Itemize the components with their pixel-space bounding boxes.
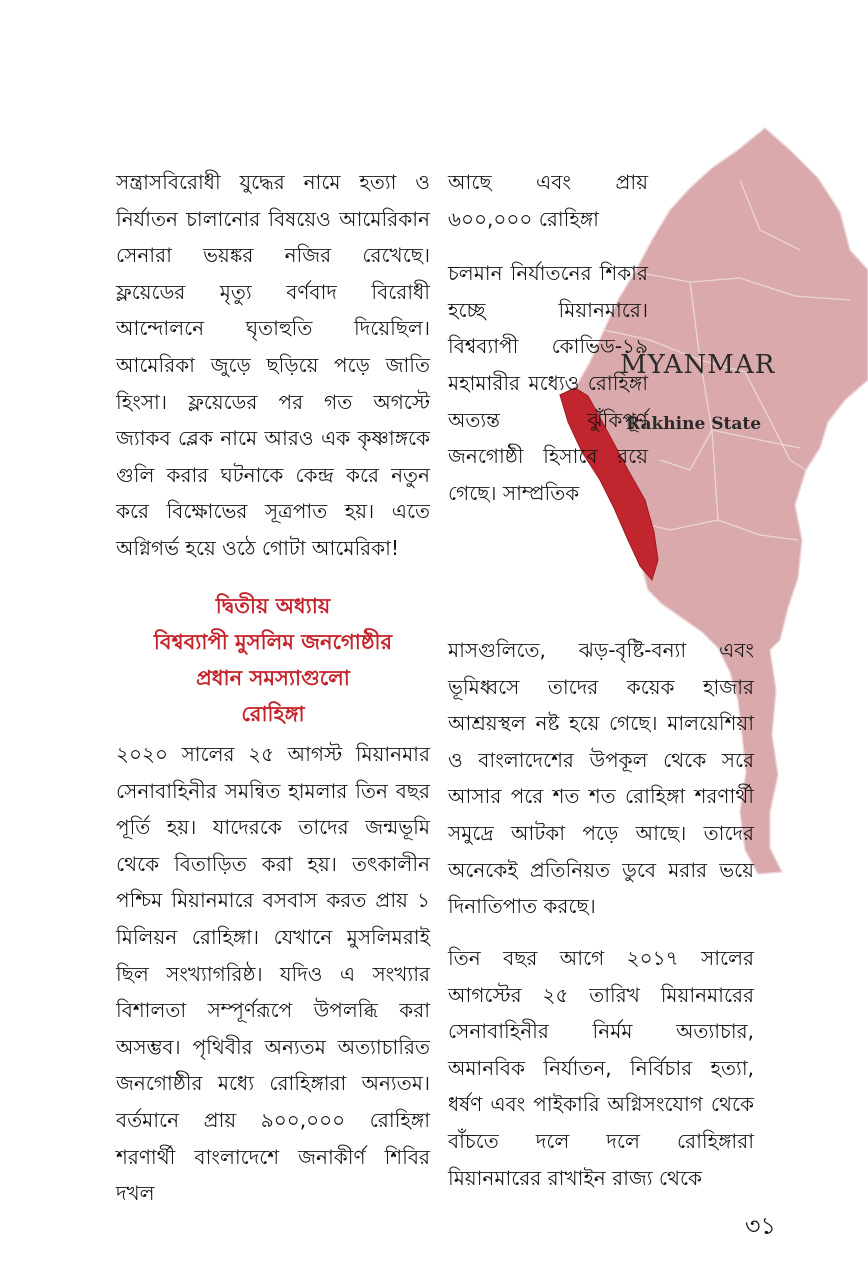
chapter-number: দ্বিতীয় অধ্যায় [215,594,331,618]
chapter-title: বিশ্বব্যাপী মুসলিম জনগোষ্ঠীর [153,630,393,654]
left-column [116,164,430,567]
right-column-top [448,164,648,511]
chapter-subtitle: প্রধান সমস্যাগুলো [196,666,350,690]
right-column-bottom [448,940,754,1196]
left-paragraph-1: সন্ত্রাসবিরোধী যুদ্ধের নামে হত্যা ও নির্যাতন চালানোর বিষয়েও আমেরিকান সেনারা ভয়ঙ্কর নজির রেখেছে। ফ্লয়েডের মৃত্যু বর্ণবাদ বিরোধী আন্দোলনে ঘৃতাহুতি দিয়েছিল। আমেরিকা জুড়ে ছড়িয়ে পড়ে জাতি হিংসা। ফ্লয়েডের পর গত অগস্টে জ্যাকব ব্লেক নামে আরও এক কৃষ্ণাঙ্গকে গুলি করার ঘটনাকে কেন্দ্র করে নতুন করে বিক্ষোভের সূত্রপাত হয়। এতে অগ্নিগর্ভ হয়ে ওঠে গোটা আমেরিকা! [116,170,430,560]
section-title: রোহিঙ্গা [241,702,305,726]
right-column-middle [448,632,754,925]
map-title: MYANMAR [620,350,776,380]
right-paragraph-1a: আছে এবং প্রায় ৬০০,০০০ রোহিঙ্গা [448,170,648,231]
right-paragraph-1b: চলমান নির্যাতনের শিকার হচ্ছে মিয়ানমারে। বিশ্বব্যাপী কোভিড-১৯ মহামারীর মধ্যেও রোহিঙ্গা অত্যন্ত ঝুঁকিপূর্ণ জনগোষ্ঠী হিসাবে রয়ে গেছে। সাম্প্রতিক [448,261,648,505]
right-paragraph-1c: মাসগুলিতে, ঝড়-বৃষ্টি-বন্যা এবং ভূমিধ্বসে তাদের কয়েক হাজার আশ্রয়স্থল নষ্ট হয়ে গেছে। মালয়েশিয়া ও বাংলাদেশের উপকূল থেকে সরে আসার পরে শত শত রোহিঙ্গা শরণার্থী সমুদ্রে আটকা পড়ে আছে। তাদের অনেকেই প্রতিনিয়ত ডুবে মরার ভয়ে দিনাতিপাত করছে। [448,638,754,919]
right-paragraph-2: তিন বছর আগে ২০১৭ সালের আগস্টের ২৫ তারিখ মিয়ানমারের সেনাবাহিনীর নির্মম অত্যাচার, অমানবিক নির্যাতন, নির্বিচার হত্যা, ধর্ষণ এবং পাইকারি অগ্নিসংযোগ থেকে বাঁচতে দলে দলে রোহিঙ্গারা মিয়ানমারের রাখাইন রাজ্য থেকে [448,946,754,1190]
left-paragraph-2: ২০২০ সালের ২৫ আগস্ট মিয়ানমার সেনাবাহিনীর সমন্বিত হামলার তিন বছর পূর্তি হয়। যাদেরকে তাদের জন্মভূমি থেকে বিতাড়িত করা হয়। তৎকালীন পশ্চিম মিয়ানমারে বসবাস করত প্রায় ১ মিলিয়ন রোহিঙ্গা। যেখানে মুসলিমরাই ছিল সংখ্যাগরিষ্ঠ। যদিও এ সংখ্যার বিশালতা সম্পূর্ণরূপে উপলব্ধি করা অসম্ভব। পৃথিবীর অন্যতম অত্যাচারিত জনগোষ্ঠীর মধ্যে রোহিঙ্গারা অন্যতম। বর্তমানে প্রায় ৯০০,০০০ রোহিঙ্গা শরণার্থী বাংলাদেশে জনাকীর্ণ শিবির দখল [116,742,430,1206]
left-column-lower [116,736,430,1212]
page-number: ৩১ [744,1212,776,1240]
chapter-heading [116,588,430,732]
map-region-label: Rakhine State [626,414,762,434]
